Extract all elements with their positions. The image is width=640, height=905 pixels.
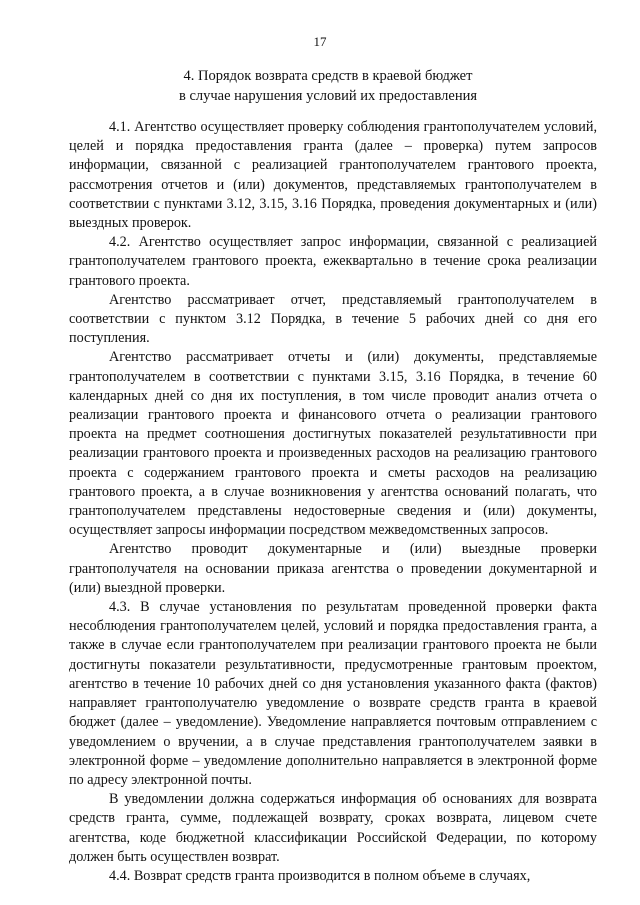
paragraph-inspections: Агентство проводит документарные и (или) выездные проверки грантополучателя на основании приказа агентства о проведении документарной и (или) выездной проверки. bbox=[69, 541, 597, 596]
section-title bbox=[60, 66, 596, 106]
body-text bbox=[69, 118, 597, 886]
paragraph-4-1: 4.1. Агентство осуществляет проверку соблюдения грантополучателем условий, целей и порядка предоставления гранта (далее – проверка) путем запросов информации, связанной с реализацией грантополучателем грантового проекта, рассмотрения отчетов и (или) документов, представляемых грантополучателем в соответствии с пунктами 3.12, 3.15, 3.16 Порядка, проведения документарных и (или) выездных проверок. bbox=[69, 119, 597, 232]
page-number: 17 bbox=[313, 34, 327, 49]
section-title-line-1: 4. Порядок возврата средств в краевой бюджет bbox=[183, 68, 473, 84]
paragraph-4-3: 4.3. В случае установления по результатам проведенной проверки факта несоблюдения грантополучателем целей, условий и порядка предоставления гранта, а также в случае если грантополучателем при реализации грантового проекта не были достигнуты показатели результативности, предусмотренные грантовым проектом, агентство в течение 10 рабочих дней со дня установления указанного факта (фактов) направляет грантополучателю уведомление о возврате средств гранта в краевой бюджет (далее – уведомление). Уведомление направляется почтовым отправлением с уведомлением о вручении, а в случае представления грантополучателем заявки в электронной форме – уведомление дополнительно направляется в электронной форме по адресу электронной почты. bbox=[69, 599, 597, 788]
paragraph-4-2: 4.2. Агентство осуществляет запрос информации, связанной с реализацией грантополучателем грантового проекта, ежеквартально в течение срока реализации грантового проекта. bbox=[69, 234, 597, 289]
paragraph-documents-review: Агентство рассматривает отчеты и (или) документы, представляемые грантополучателем в соответствии с пунктами 3.15, 3.16 Порядка, в течение 60 календарных дней со дня их поступления, в том числе проводит анализ отчета о реализации грантового проекта и финансового отчета о реализации грантового проекта на предмет соотношения достигнутых показателей результативности при реализации грантового проекта и произведенных расходов на реализацию грантового проекта с содержанием грантового проекта и сметы расходов на реализацию грантового проекта, а в случае возникновения у агентства оснований полагать, что грантополучателем представлены недостоверные сведения и (или) документы, осуществляет запросы информации посредством межведомственных запросов. bbox=[69, 349, 597, 539]
paragraph-notice-content: В уведомлении должна содержаться информация об основаниях для возврата средств гранта, сумме, подлежащей возврату, сроках возврата, лицевом счете агентства, коде бюджетной классификации Российской Федерации, по которому должен быть осуществлен возврат. bbox=[69, 791, 597, 865]
paragraph-report-review: Агентство рассматривает отчет, представляемый грантополучателем в соответствии с пунктом 3.12 Порядка, в течение 5 рабочих дней со дня его поступления. bbox=[69, 291, 597, 347]
paragraph-4-4: 4.4. Возврат средств гранта производится в полном объеме в случаях, bbox=[109, 867, 531, 884]
section-title-line-2: в случае нарушения условий их предоставления bbox=[178, 88, 478, 104]
